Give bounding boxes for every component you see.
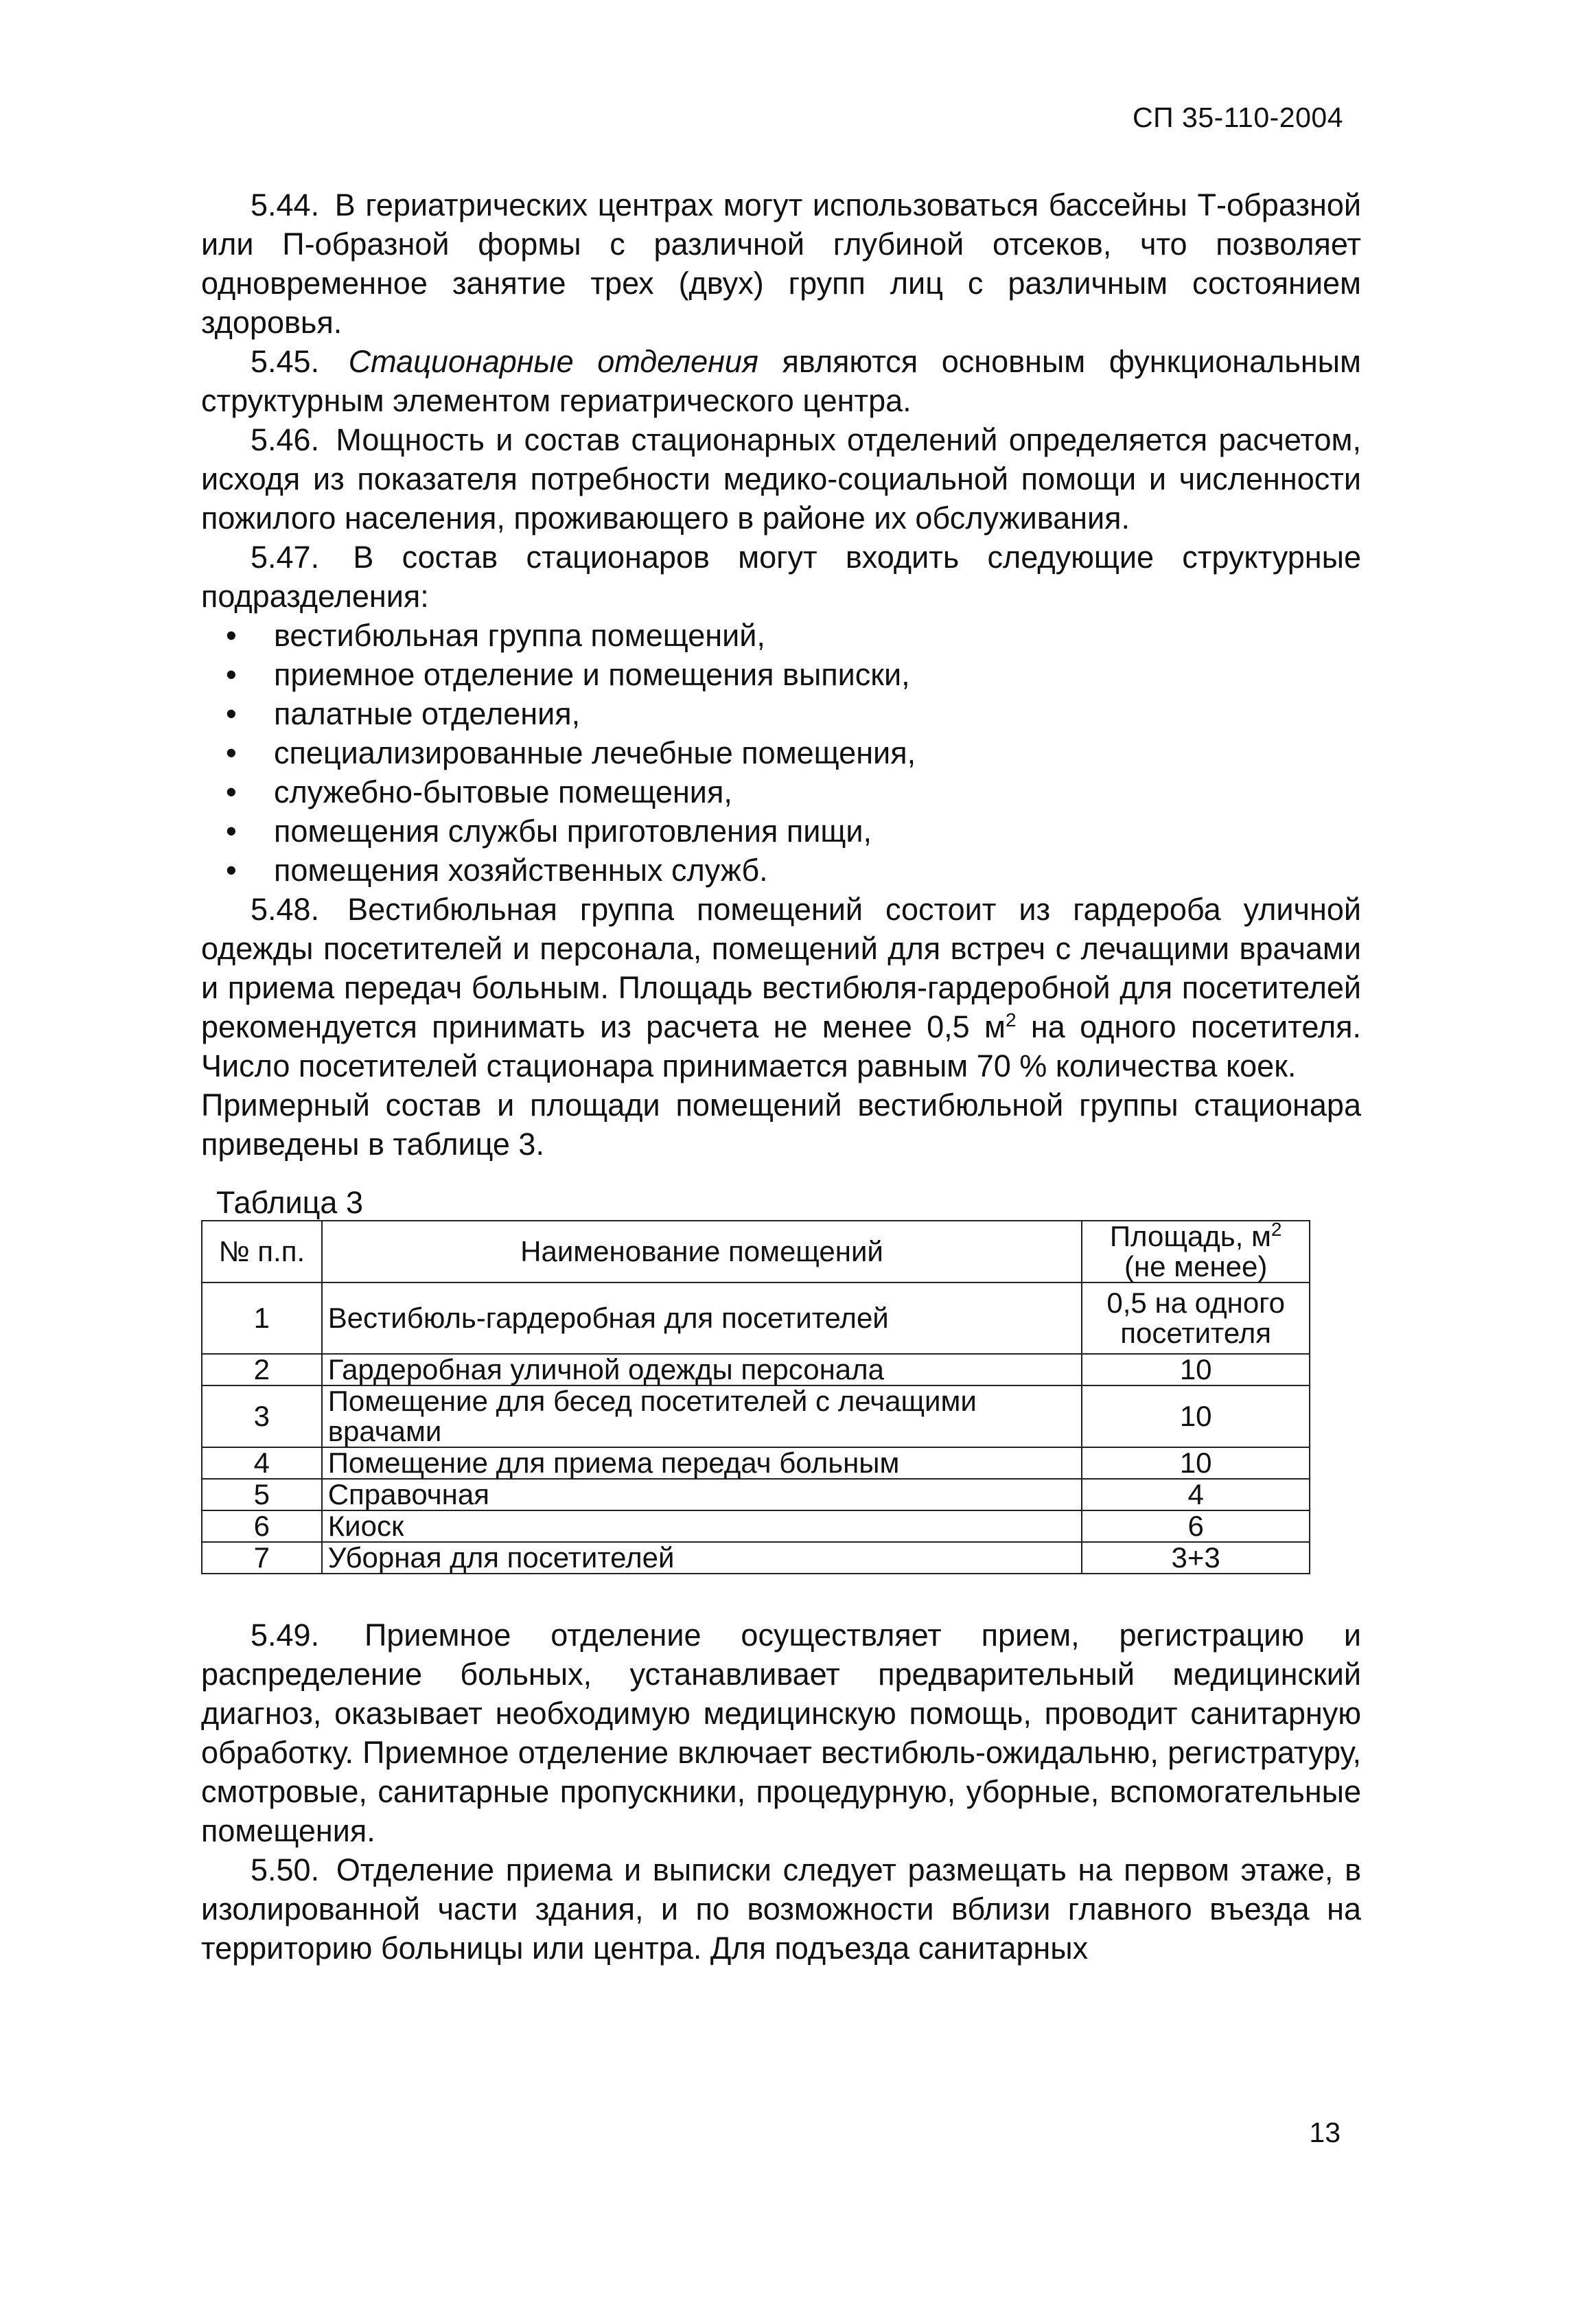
- paragraph-number: 5.47.: [251, 540, 320, 575]
- paragraph-text-continued: на одного посетителя. Число посетителей стационара принимается равным 70 % количества коек.: [201, 1009, 1361, 1083]
- paragraph-text: Приемное отделение осуществляет прием, регистрацию и распределение больных, устанавливает предварительный медицинский диагноз, оказывает необходимую медицинскую помощь, проводит санитарную обработку. Приемное отделение включает вестибюль-ожидальню, регистратуру, смотровые, санитарные пропускники, процедурную, уборные, вспомогательные помещения.: [201, 1618, 1361, 1848]
- table-row: [202, 1385, 1310, 1447]
- paragraph-number: 5.46.: [251, 422, 320, 457]
- paragraph-text: являются основным функциональным структурным элементом гериатрического центра.: [201, 344, 1361, 418]
- list-item: [201, 616, 1361, 655]
- list-item-text: помещения службы приготовления пищи,: [274, 814, 872, 849]
- paragraph-text: В гериатрических центрах могут использоваться бассейны Т-образной или П-образной формы с различной глубиной отсеков, что позволяет одновременное занятие трех (двух) групп лиц с различным состоянием здоровья.: [201, 187, 1361, 340]
- page-number: 13: [1309, 2117, 1341, 2148]
- header-area-label: Площадь, м: [1109, 1220, 1271, 1252]
- bullet-icon: •: [226, 696, 237, 731]
- row-room-name: Гардеробная уличной одежды персонала: [322, 1354, 1082, 1385]
- paragraph-term: Стационарные отделения: [348, 344, 758, 379]
- superscript: 2: [1271, 1219, 1282, 1240]
- row-room-name: Помещение для приема передач больным: [322, 1447, 1082, 1479]
- after-table-section: [201, 1615, 1361, 1968]
- row-number: 6: [202, 1510, 322, 1542]
- bullet-icon: •: [226, 657, 237, 692]
- row-number: 2: [202, 1354, 322, 1385]
- paragraph-5-48: [201, 890, 1361, 1085]
- row-room-name: Помещение для бесед посетителей с лечащими врачами: [322, 1385, 1082, 1447]
- row-number: 3: [202, 1385, 322, 1447]
- header-room-name: Наименование помещений: [322, 1221, 1082, 1282]
- row-number: 4: [202, 1447, 322, 1479]
- list-item: [201, 772, 1361, 812]
- table-header-row: [202, 1221, 1310, 1282]
- list-item-text: специализированные лечебные помещения,: [274, 735, 916, 770]
- paragraph-number: 5.50.: [251, 1852, 320, 1887]
- paragraph-5-46: [201, 420, 1361, 538]
- table-caption: Таблица 3: [216, 1185, 363, 1220]
- paragraph-number: 5.48.: [251, 892, 320, 927]
- table-row: [202, 1542, 1310, 1574]
- list-item-text: вестибюльная группа помещений,: [274, 618, 765, 653]
- row-area: 3+3: [1082, 1542, 1310, 1574]
- paragraph-text: Примерный состав и площади помещений вестибюльной группы стационара приведены в таблице 3.: [201, 1088, 1361, 1162]
- row-area: 6: [1082, 1510, 1310, 1542]
- list-item: [201, 694, 1361, 733]
- paragraph-5-50: [201, 1850, 1361, 1968]
- row-area: 10: [1082, 1354, 1310, 1385]
- paragraph-5-45: [201, 342, 1361, 420]
- bullet-icon: •: [226, 853, 237, 888]
- bullet-icon: •: [226, 774, 237, 809]
- table-row: [202, 1447, 1310, 1479]
- list-item: [201, 812, 1361, 851]
- table-row: [202, 1282, 1310, 1354]
- paragraph-number: 5.45.: [251, 344, 320, 379]
- row-number: 5: [202, 1479, 322, 1510]
- paragraph-text: Отделение приема и выписки следует размещать на первом этаже, в изолированной части здания, и по возможности вблизи главного въезда на территорию больницы или центра. Для подъезда санитарных: [201, 1852, 1361, 1966]
- row-room-name: Справочная: [322, 1479, 1082, 1510]
- row-area: 4: [1082, 1479, 1310, 1510]
- document-body: [201, 185, 1361, 1968]
- table-row: [202, 1354, 1310, 1385]
- row-number: 7: [202, 1542, 322, 1574]
- paragraph-text: Вестибюльная группа помещений состоит из гардероба уличной одежды посетителей и персонала, помещений для встреч с лечащими врачами и приема передач больным. Площадь вестибюля-гардеробной для посетителей рекомендуется принимать из расчета не менее 0,5 м: [201, 892, 1361, 1044]
- bullet-icon: •: [226, 814, 237, 849]
- header-number: № п.п.: [202, 1221, 322, 1282]
- paragraph-number: 5.44.: [251, 187, 320, 222]
- paragraph-text: Мощность и состав стационарных отделений определяется расчетом, исходя из показателя потребности медико-социальной помощи и численности пожилого населения, проживающего в районе их обслуживания.: [201, 422, 1361, 536]
- list-item: [201, 655, 1361, 694]
- bullet-icon: •: [226, 618, 237, 653]
- paragraph-5-44: [201, 185, 1361, 342]
- table-row: [202, 1510, 1310, 1542]
- document-code: СП 35-110-2004: [1133, 102, 1343, 133]
- header-area-note: (не менее): [1124, 1250, 1268, 1282]
- row-number: 1: [202, 1282, 322, 1354]
- row-room-name: Уборная для посетителей: [322, 1542, 1082, 1574]
- paragraph-text: В состав стационаров могут входить следующие структурные подразделения:: [201, 540, 1361, 614]
- row-room-name: Киоск: [322, 1510, 1082, 1542]
- paragraph-number: 5.49.: [251, 1618, 320, 1653]
- list-item-text: помещения хозяйственных служб.: [274, 853, 768, 888]
- list-item-text: служебно-бытовые помещения,: [274, 774, 732, 809]
- subdivision-list: [201, 616, 1361, 890]
- list-item: [201, 733, 1361, 772]
- table-row: [202, 1479, 1310, 1510]
- rooms-table: [201, 1220, 1310, 1574]
- row-area: 0,5 на одного посетителя: [1082, 1282, 1310, 1354]
- paragraph-5-47: [201, 538, 1361, 616]
- header-area: [1082, 1221, 1310, 1282]
- table-intro-paragraph: [201, 1085, 1361, 1164]
- row-area: 10: [1082, 1447, 1310, 1479]
- paragraph-5-49: [201, 1615, 1361, 1850]
- list-item-text: палатные отделения,: [274, 696, 581, 731]
- list-item: [201, 851, 1361, 890]
- superscript: 2: [1005, 1009, 1017, 1031]
- bullet-icon: •: [226, 735, 237, 770]
- list-item-text: приемное отделение и помещения выписки,: [274, 657, 910, 692]
- row-room-name: Вестибюль-гардеробная для посетителей: [322, 1282, 1082, 1354]
- row-area: 10: [1082, 1385, 1310, 1447]
